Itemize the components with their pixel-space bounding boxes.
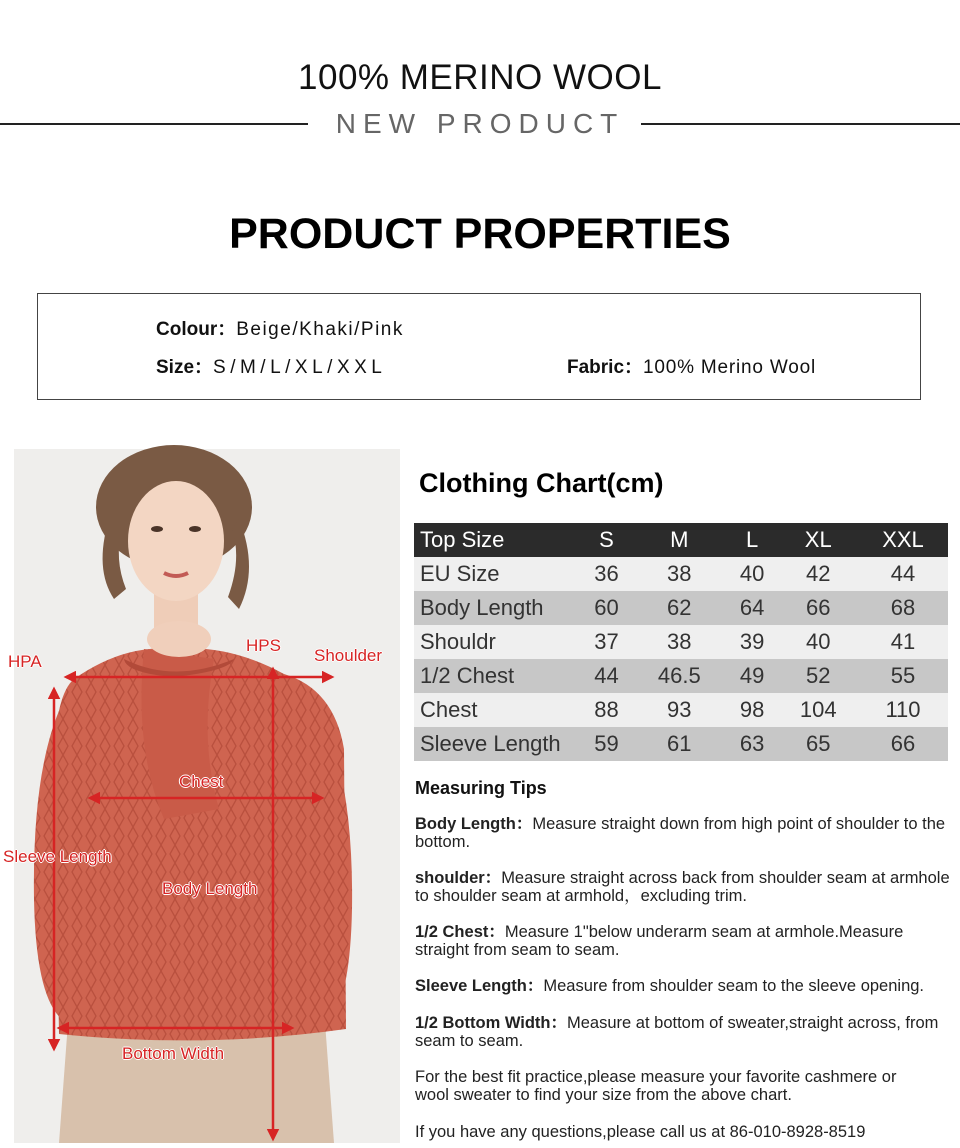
row-cell: 46.5 [633,659,726,693]
colour-label: Colour： [156,319,237,340]
model-photo [3,449,400,1143]
bottom-width-label: Bottom Width [122,1044,225,1063]
row-cell: 66 [858,727,948,761]
tip-item [415,977,955,995]
size-chart-table [414,523,948,761]
row-cell: 39 [726,625,779,659]
row-label: Chest [414,693,580,727]
sleeve-length-label: Sleeve Length [3,847,112,866]
chest-label: Chest [179,772,224,791]
properties-box [37,293,921,400]
divider-right [641,123,960,125]
row-cell: 68 [858,591,948,625]
row-cell: 52 [779,659,858,693]
row-cell: 64 [726,591,779,625]
row-cell: 110 [858,693,948,727]
row-cell: 98 [726,693,779,727]
row-label: Body Length [414,591,580,625]
shoulder-label: Shoulder [314,646,383,665]
tip-item [415,923,955,959]
model-illustration [14,449,400,1143]
section-title: PRODUCT PROPERTIES [229,210,731,258]
row-cell: 40 [779,625,858,659]
fabric-property [567,352,816,379]
row-cell: 44 [580,659,633,693]
header-label: Top Size [414,523,580,557]
tip-item [415,815,955,851]
row-label: 1/2 Chest [414,659,580,693]
table-header-row [414,523,948,557]
row-cell: 37 [580,625,633,659]
row-cell: 59 [580,727,633,761]
brand-title: 100% MERINO WOOL [298,58,662,97]
header-cell: M [633,523,726,557]
row-cell: 55 [858,659,948,693]
tip-item [415,1014,955,1050]
size-property [156,352,386,379]
row-cell: 41 [858,625,948,659]
row-cell: 38 [633,557,726,591]
size-value: S/M/L/XL/XXL [213,357,387,378]
fit-note: For the best fit practice,please measure your favorite cashmere or wool sweater to find your size from the above chart. [415,1068,897,1104]
tip-label: shoulder： [415,869,502,887]
row-cell: 36 [580,557,633,591]
row-cell: 38 [633,625,726,659]
row-cell: 40 [726,557,779,591]
tip-text: Measure 1"below underarm seam at armhole.Measure straight from seam to seam. [415,923,904,959]
body-length-label: Body Length [162,879,258,898]
contact-line: If you have any questions,please call us at 86-010-8928-8519 [415,1123,866,1141]
tip-label: 1/2 Bottom Width： [415,1014,568,1032]
row-cell: 93 [633,693,726,727]
fabric-label: Fabric： [567,357,644,378]
row-cell: 61 [633,727,726,761]
tip-text: Measure straight down from high point of shoulder to the bottom. [415,815,946,851]
row-label: Shouldr [414,625,580,659]
row-label: EU Size [414,557,580,591]
size-label: Size： [156,357,214,378]
row-cell: 42 [779,557,858,591]
table-row [414,591,948,625]
row-cell: 62 [633,591,726,625]
row-cell: 88 [580,693,633,727]
table-row [414,693,948,727]
row-label: Sleeve Length [414,727,580,761]
tip-text: Measure at bottom of sweater,straight across, from seam to seam. [415,1014,939,1050]
tip-item [415,869,955,905]
row-cell: 60 [580,591,633,625]
table-row [414,659,948,693]
fabric-value: 100% Merino Wool [643,357,817,378]
hpa-label: HPA [8,652,42,671]
chart-title: Clothing Chart(cm) [419,468,664,498]
tip-label: 1/2 Chest： [415,923,505,941]
row-cell: 65 [779,727,858,761]
colour-property [156,314,404,341]
row-cell: 44 [858,557,948,591]
table-row [414,727,948,761]
tip-label: Body Length： [415,815,533,833]
hps-label: HPS [246,636,281,655]
header-cell: XL [779,523,858,557]
subtitle: NEW PRODUCT [335,108,625,139]
tips-heading: Measuring Tips [415,778,547,798]
row-cell: 49 [726,659,779,693]
row-cell: 63 [726,727,779,761]
tip-text: Measure straight across back from shoulder seam at armhole to shoulder seam at armhold，excluding trim. [415,869,950,905]
table-row [414,625,948,659]
tip-label: Sleeve Length： [415,977,544,995]
header-cell: L [726,523,779,557]
header-cell: XXL [858,523,948,557]
tip-text: Measure from shoulder seam to the sleeve opening. [543,977,925,995]
row-cell: 104 [779,693,858,727]
table-row [414,557,948,591]
row-cell: 66 [779,591,858,625]
colour-value: Beige/Khaki/Pink [236,319,404,340]
header-cell: S [580,523,633,557]
